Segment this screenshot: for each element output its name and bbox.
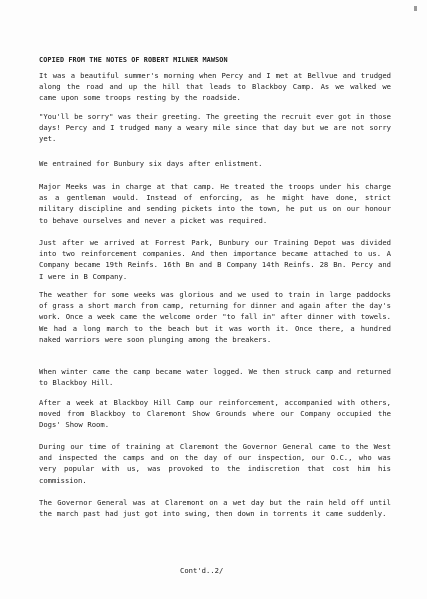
- paragraph-bellvue: It was a beautiful summer's morning when Percy and I met at Bellvue and trudged along the road and up the hill that leads to Blackboy Camp. As we walked we came upon some troops resting by the roadside.: [39, 71, 391, 103]
- paragraph-weather: The weather for some weeks was glorious and we used to train in large paddocks of grass a short march from camp, returning for dinner and again after the day's work. Once a week came the welcome order "to fall in" after dinner with towels. We had a long march to the beach but it was worth it. Once there, a hundred naked warriors were soon plunging among the breakers.: [39, 290, 391, 344]
- paragraph-greeting: "You'll be sorry" was their greeting. The greeting the recruit ever got in those days! Percy and I trudged many a weary mile since that day but we are not sorry yet.: [39, 112, 391, 144]
- paragraph-forrest-park: Just after we arrived at Forrest Park, Bunbury our Training Depot was divided into two reinforcement companies. And then importance became attached to us. A Company became 19th Reinfs. 16th Bn and B Company 14th Reinfs. 28 Bn. Percy and I were in B Company.: [39, 238, 391, 281]
- paragraph-claremont-move: After a week at Blackboy Hill Camp our reinforcement, accompanied with others, moved from Blackboy to Claremont Show Grounds where our Company occupied the Dogs' Show Room.: [39, 398, 391, 430]
- document-heading: COPIED FROM THE NOTES OF ROBERT MILNER MAWSON: [39, 56, 228, 64]
- corner-mark: [414, 6, 417, 11]
- paragraph-winter: When winter came the camp became water logged. We then struck camp and returned to Blackboy Hill.: [39, 367, 391, 388]
- paragraph-governor-inspection: During our time of training at Claremont the Governor General came to the West and inspected the camps and on the day of our inspection, our O.C., who was very popular with us, was provoked to the indiscretion that cost him his commission.: [39, 442, 391, 485]
- paragraph-entrained: We entrained for Bunbury six days after enlistment.: [39, 159, 263, 168]
- paragraph-wet-day: The Governor General was at Claremont on a wet day but the rain held off until the march past had just got into swing, then down in torrents it came suddenly.: [39, 498, 391, 519]
- continuation-note: Cont'd..2/: [180, 566, 224, 575]
- paragraph-major-meeks: Major Meeks was in charge at that camp. He treated the troops under his charge as a gentleman would. Instead of enforcing, as he might have done, strict military discipline and sending pickets into the town, he put us on our honour to behave ourselves and never a picket was required.: [39, 182, 391, 225]
